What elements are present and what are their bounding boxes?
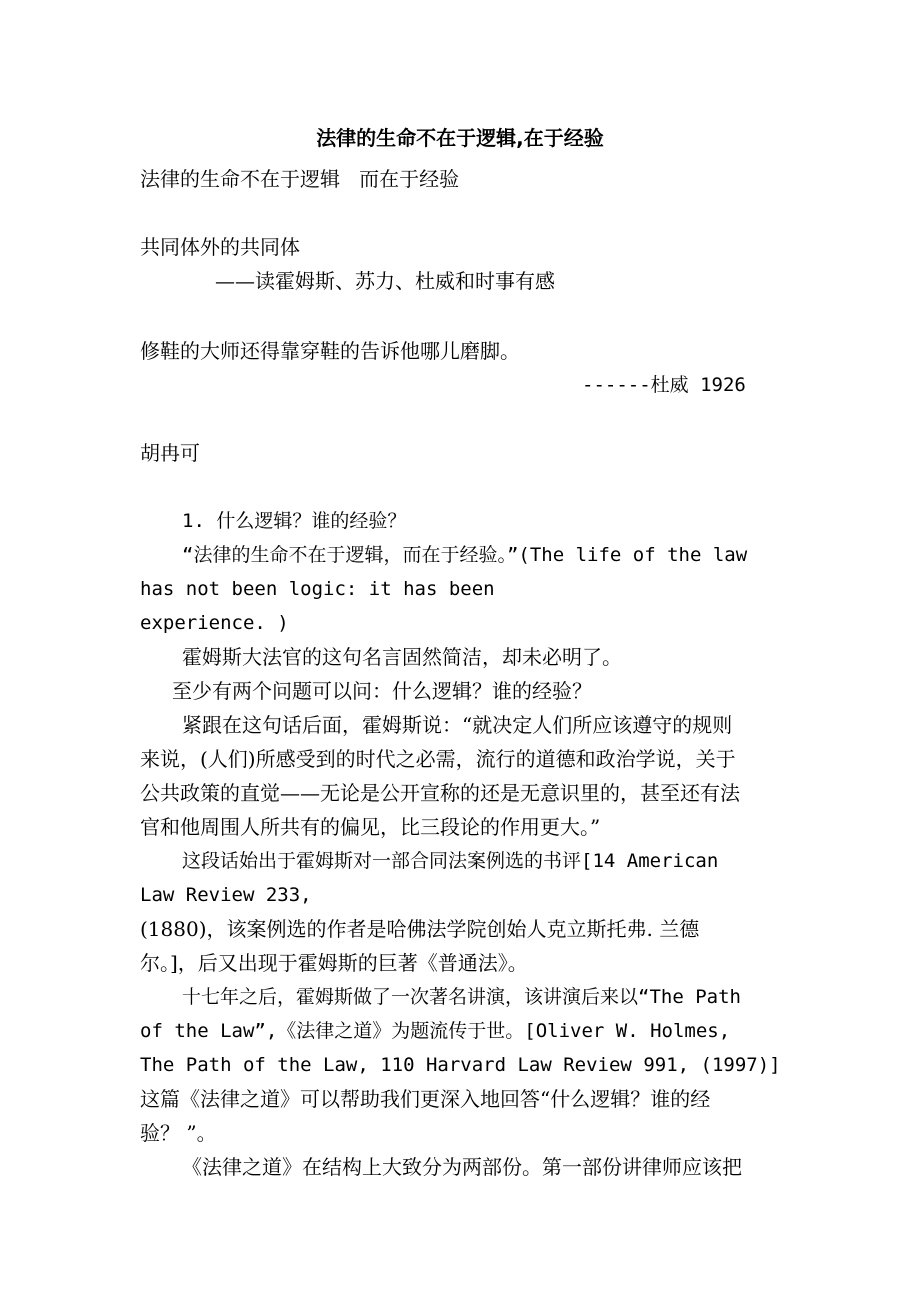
body-line: 这段话始出于霍姆斯对一部合同法案例选的书评[14 American	[182, 850, 719, 872]
body-line: 《法律之道》在结构上大致分为两部份。第一部份讲律师应该把	[182, 1155, 742, 1179]
body-line: 十七年之后，霍姆斯做了一次著名讲演，该讲演后来以“The Path	[182, 986, 741, 1008]
body-line: 至少有两个问题可以问：什么逻辑？谁的经验？	[172, 679, 592, 703]
epigraph: 修鞋的大师还得靠穿鞋的告诉他哪儿磨脚。	[140, 339, 520, 363]
body-line: 来说，(人们)所感受到的时代之必需，流行的道德和政治学说，关于	[140, 747, 736, 771]
article-title: 共同体外的共同体	[140, 235, 300, 259]
body-line: “法律的生命不在于逻辑，而在于经验。”(The life of the law	[182, 544, 748, 566]
body-line: (1880)，该案例选的作者是哈佛法学院创始人克立斯托弗. 兰德	[140, 917, 700, 941]
body-line: of the Law”,《法律之道》为题流传于世。[Oliver W. Holmes,	[140, 1020, 731, 1042]
body-line: 这篇《法律之道》可以帮助我们更深入地回答“什么逻辑？谁的经	[140, 1087, 711, 1111]
body-line: 霍姆斯大法官的这句名言固然简洁，却未必明了。	[182, 645, 622, 669]
article-subtitle: ——读霍姆斯、苏力、杜威和时事有感	[215, 269, 555, 293]
epigraph-attribution: ------杜威 1926	[582, 374, 746, 396]
body-line: Law Review 233,	[140, 884, 312, 906]
document-title: 法律的生命不在于逻辑,在于经验	[316, 126, 604, 150]
body-line: The Path of the Law, 110 Harvard Law Review 991, (1997)]	[140, 1054, 781, 1076]
author-name: 胡冉可	[140, 441, 200, 465]
subtitle-line: 法律的生命不在于逻辑 而在于经验	[140, 167, 460, 191]
body-line: 验？ ”。	[140, 1121, 217, 1145]
body-line: 尔。]，后又出现于霍姆斯的巨著《普通法》。	[140, 951, 528, 975]
body-line: has not been logic: it has been	[140, 578, 495, 600]
body-line: experience. )	[140, 612, 289, 634]
body-line: 官和他周围人所共有的偏见，比三段论的作用更大。”	[140, 815, 601, 839]
body-line: 紧跟在这句话后面，霍姆斯说：“就决定人们所应该遵守的规则	[182, 713, 733, 737]
section-heading: 1. 什么逻辑？谁的经验？	[182, 510, 407, 532]
body-line: 公共政策的直觉——无论是公开宣称的还是无意识里的，甚至还有法	[140, 781, 740, 805]
